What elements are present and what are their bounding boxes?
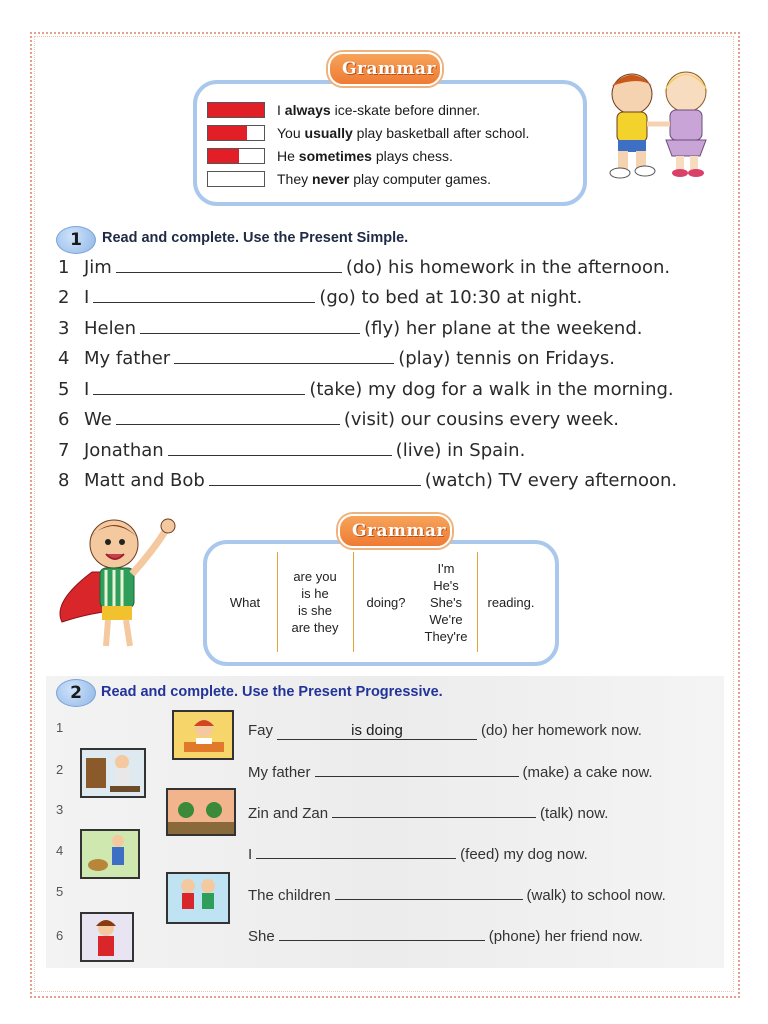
exercise-item: I (feed) my dog now. xyxy=(248,846,588,863)
answer-blank[interactable] xyxy=(315,776,519,777)
exercise-item: Fay is doing (do) her homework now. xyxy=(248,722,642,739)
picture-zin-and-zan xyxy=(166,788,236,836)
answer-blank[interactable] xyxy=(335,899,523,900)
grammar-col-what: What xyxy=(229,594,261,610)
exercise-item: 1 Jim (do) his homework in the afternoon. xyxy=(58,257,671,278)
item-number: 6 xyxy=(56,928,64,943)
grammar-col-answers: I'm He's She's We're They're xyxy=(424,560,468,644)
answer-blank[interactable] xyxy=(332,817,536,818)
grammar-col-subjects: are you is he is she are they xyxy=(291,569,339,635)
superhero-boy-illustration xyxy=(52,512,192,652)
frequency-bar xyxy=(207,171,265,187)
picture-girl-homework xyxy=(172,710,234,760)
item-number: 5 xyxy=(56,884,64,899)
exercise-item: 8 Matt and Bob (watch) TV every afternoon. xyxy=(58,470,678,491)
column-divider xyxy=(277,552,278,652)
answer-blank[interactable] xyxy=(93,286,315,303)
grammar-row xyxy=(207,146,453,166)
exercise-number-badge: 2 xyxy=(56,679,96,707)
item-number: 3 xyxy=(56,802,64,817)
answer-blank[interactable] xyxy=(168,439,392,456)
frequency-bar xyxy=(207,148,265,164)
exercise-instruction: Read and complete. Use the Present Simple. xyxy=(102,230,409,246)
item-number: 4 xyxy=(56,843,64,858)
answer-blank[interactable] xyxy=(116,256,342,273)
grammar-sentence: He sometimes plays chess. xyxy=(277,148,453,164)
answer-blank[interactable] xyxy=(209,469,421,486)
exercise-item: 3 Helen (fly) her plane at the weekend. xyxy=(58,318,643,339)
picture-father-cooking xyxy=(80,748,146,798)
exercise-item: Zin and Zan (talk) now. xyxy=(248,805,609,822)
grammar-sentence: You usually play basketball after school. xyxy=(277,125,530,141)
exercise-item: She (phone) her friend now. xyxy=(248,928,643,945)
answer-blank[interactable] xyxy=(174,347,394,364)
grammar-row xyxy=(207,100,480,120)
answer-blank[interactable] xyxy=(279,940,485,941)
answer-blank[interactable]: is doing xyxy=(277,722,477,740)
item-number: 1 xyxy=(56,720,64,735)
grammar-row xyxy=(207,123,529,143)
grammar-row xyxy=(207,169,491,189)
item-number: 2 xyxy=(56,762,64,777)
exercise-item: 2 I (go) to bed at 10:30 at night. xyxy=(58,287,583,308)
exercise-item: The children (walk) to school now. xyxy=(248,887,666,904)
column-divider xyxy=(477,552,478,652)
grammar-box-frequency xyxy=(193,80,587,206)
answer-blank[interactable] xyxy=(116,408,340,425)
picture-feed-dog xyxy=(80,829,140,879)
picture-girl-phone xyxy=(80,912,134,962)
exercise2-background xyxy=(46,676,724,968)
grammar-col-doing: doing? xyxy=(366,594,406,610)
picture-children-walking xyxy=(166,872,230,924)
grammar-sentence: I always ice-skate before dinner. xyxy=(277,102,481,118)
grammar-col-reading: reading. xyxy=(487,594,535,610)
exercise-item: 7 Jonathan (live) in Spain. xyxy=(58,440,526,461)
exercise-item: 6 We (visit) our cousins every week. xyxy=(58,409,620,430)
answer-blank[interactable] xyxy=(93,378,305,395)
column-divider xyxy=(353,552,354,652)
answer-blank[interactable] xyxy=(140,317,360,334)
grammar-badge: Grammar xyxy=(328,52,442,86)
exercise-item: 4 My father (play) tennis on Fridays. xyxy=(58,348,615,369)
children-illustration xyxy=(590,56,725,181)
frequency-bar xyxy=(207,125,265,141)
exercise-instruction: Read and complete. Use the Present Progressive. xyxy=(101,684,443,700)
grammar-badge: Grammar xyxy=(338,514,452,548)
exercise-item: My father (make) a cake now. xyxy=(248,764,653,781)
grammar-sentence: They never play computer games. xyxy=(277,171,491,187)
frequency-bar xyxy=(207,102,265,118)
grammar-box-progressive xyxy=(203,540,559,666)
exercise-item: 5 I (take) my dog for a walk in the morning. xyxy=(58,379,674,400)
exercise-number-badge: 1 xyxy=(56,226,96,254)
answer-blank[interactable] xyxy=(256,858,456,859)
